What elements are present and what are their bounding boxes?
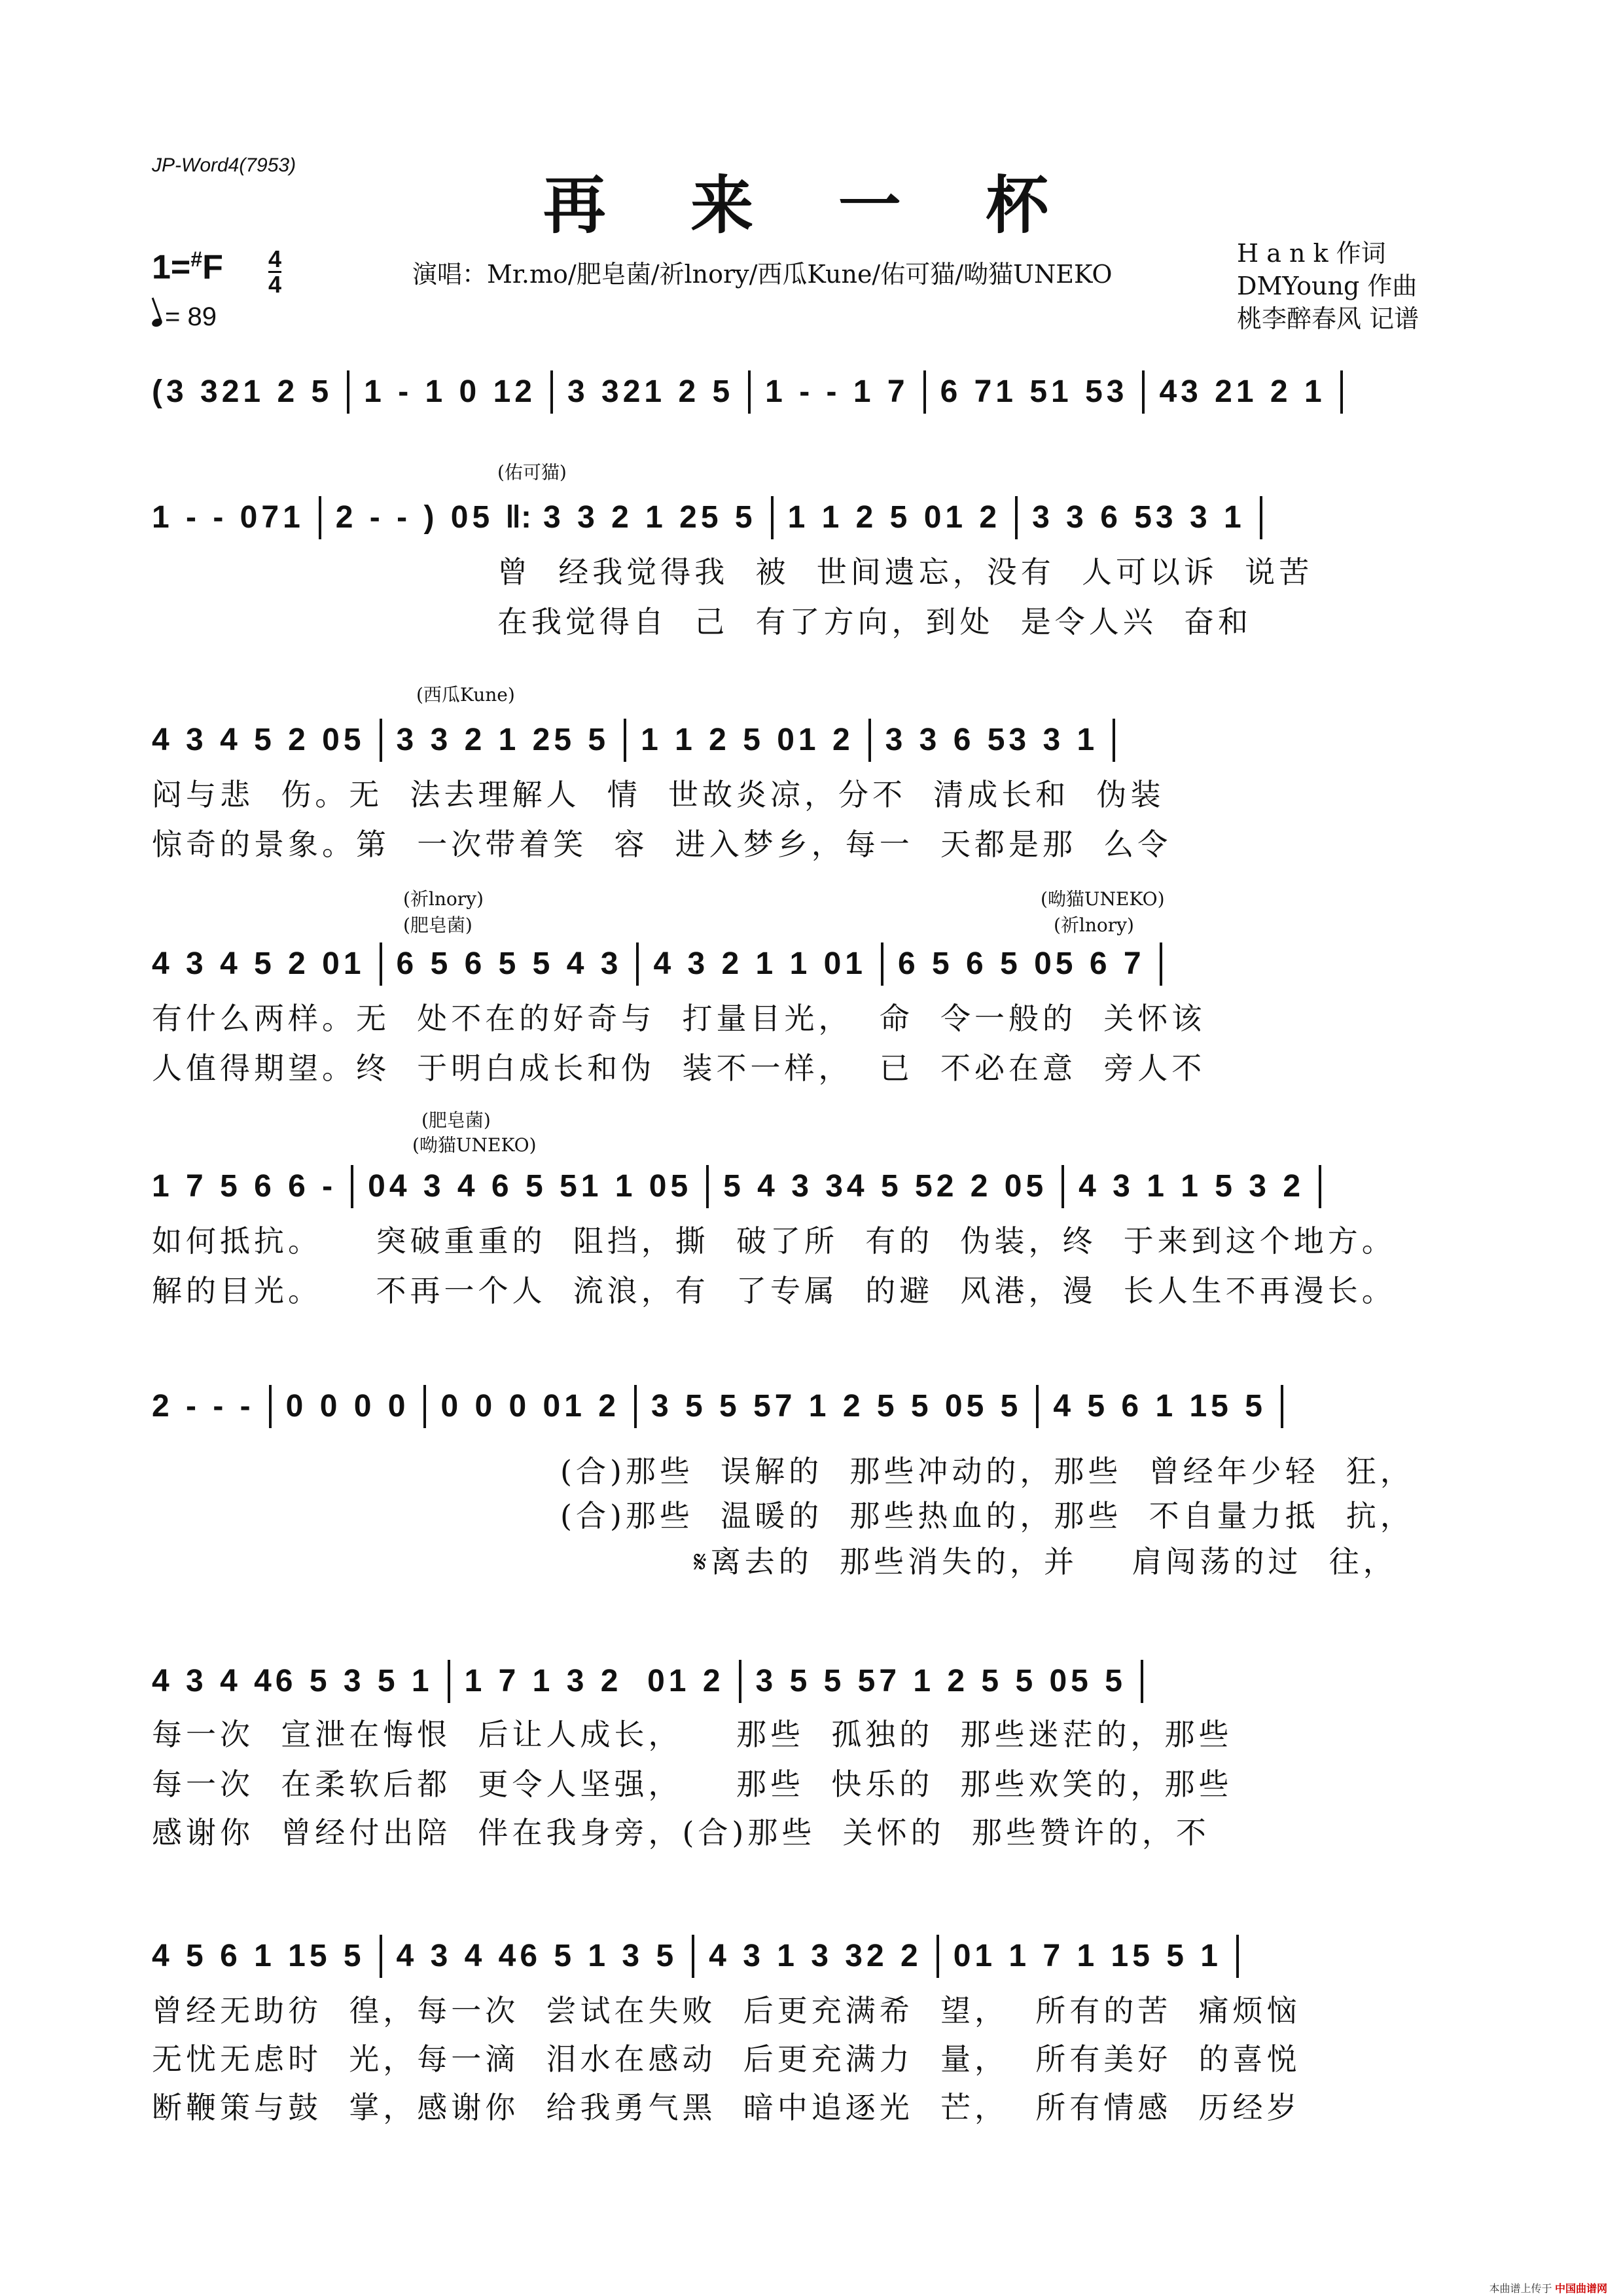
singer-label: (肥皂菌) xyxy=(403,914,473,936)
singers-line: 演唱：Mr.mo/肥皂菌/祈lnory/西瓜Kune/佑可猫/呦猫UNEKO xyxy=(412,260,1113,289)
lyric-line: 惊奇的景象。第 一次带着笑 容 进入梦乡，每一 天都是那 么令 xyxy=(152,827,1172,862)
lyric-line: 有什么两样。无 处不在的好奇与 打量目光， 命 令一般的 关怀该 xyxy=(152,1001,1206,1036)
upload-footer: 本曲谱上传于 中国曲谱网 xyxy=(1489,2284,1607,2295)
singer-label: (佑可猫) xyxy=(497,461,567,483)
singer-label: (呦猫UNEKO) xyxy=(1041,888,1165,910)
lyric-line: 每一次 宣泄在悔恨 后让人成长， 那些 孤独的 那些迷茫的，那些 xyxy=(152,1717,1233,1752)
composer-credit: DMYoung 作曲 xyxy=(1237,272,1418,300)
measure: 1 - 1 0 12 xyxy=(364,374,536,409)
lyric-line: (合)那些 温暖的 那些热血的，那些 不自量力抵 抗， xyxy=(560,1498,1414,1534)
repeat-start-sign: ‖: xyxy=(505,500,532,535)
measure: 6 5 6 5 5 4 3 xyxy=(396,946,622,981)
key-signature: 1=#F xyxy=(152,247,223,287)
notation-system-8 xyxy=(152,1931,1487,1974)
lyric-line: 感谢你 曾经付出陪 伴在我身旁，(合)那些 关怀的 那些赞许的，不 xyxy=(152,1815,1210,1850)
lyric-line: 在我觉得自 己 有了方向，到处 是令人兴 奋和 xyxy=(497,604,1252,639)
singer-label: (祈lnory) xyxy=(403,888,484,910)
measure: 1 1 2 5 01 2 xyxy=(641,723,854,757)
singer-label: (肥皂菌) xyxy=(421,1109,491,1131)
measure: 1 1 2 5 01 2 xyxy=(787,500,1001,535)
measure: 5 4 3 34 5 52 2 05 xyxy=(723,1169,1048,1204)
notation-system-2 xyxy=(152,492,1487,535)
measure: 4 5 6 1 15 5 xyxy=(152,1939,365,1973)
time-signature: 4 4 xyxy=(268,245,282,298)
tempo-marking: = 89 xyxy=(152,302,217,332)
measure: 3 3 6 53 3 1 xyxy=(885,723,1099,757)
lyricist-credit: H a n k 作词 xyxy=(1237,239,1386,268)
notation-system-6 xyxy=(152,1381,1487,1424)
measure: 0 0 0 0 xyxy=(285,1389,410,1424)
lyric-line: 𝄋离去的 那些消失的，并 肩闯荡的过 往， xyxy=(694,1544,1397,1579)
notation-system-4 xyxy=(152,939,1487,982)
measure: 4 3 4 5 2 01 xyxy=(152,946,365,981)
lyric-line: 每一次 在柔软后都 更令人坚强， 那些 快乐的 那些欢笑的，那些 xyxy=(152,1767,1233,1802)
notation-system-3 xyxy=(152,715,1487,758)
software-label: JP-Word4(7953) xyxy=(152,154,296,176)
credits xyxy=(1237,237,1419,335)
measure: 0 0 0 01 2 xyxy=(440,1389,620,1424)
measure: 1 - - 1 7 xyxy=(765,374,909,409)
measure: 4 3 2 1 1 01 xyxy=(653,946,866,981)
measure: 4 3 4 46 5 3 5 1 xyxy=(152,1664,433,1698)
measure: 1 7 5 6 6 - xyxy=(152,1169,337,1204)
lyric-line: 解的目光。 不再一个人 流浪，有 了专属 的避 风港，漫 长人生不再漫长。 xyxy=(152,1273,1396,1308)
measure: 2 - - ) 05 xyxy=(335,500,494,535)
measure: 3 3 2 1 25 5 xyxy=(396,723,610,757)
measure: 1 - - 071 xyxy=(152,500,304,535)
measure: 4 3 1 1 5 3 2 xyxy=(1079,1169,1305,1204)
lyric-line: 断鞭策与鼓 掌，感谢你 给我勇气黑 暗中追逐光 芒， 所有情感 历经岁 xyxy=(152,2090,1301,2125)
measure: 4 3 4 5 2 05 xyxy=(152,723,365,757)
quarter-note-icon xyxy=(151,317,163,329)
measure: 01 1 7 1 15 5 1 xyxy=(953,1939,1222,1973)
measure: 1 7 1 3 2 01 2 xyxy=(464,1664,724,1698)
measure: 2 - - - xyxy=(152,1389,255,1424)
measure: 4 3 1 3 32 2 xyxy=(709,1939,922,1973)
song-title: 再 来 一 杯 xyxy=(543,168,1080,242)
lyric-line: 如何抵抗。 突破重重的 阻挡，撕 破了所 有的 伪装，终 于来到这个地方。 xyxy=(152,1223,1396,1259)
measure: (3 321 2 5 xyxy=(152,374,333,409)
measure: 3 3 6 53 3 1 xyxy=(1032,500,1245,535)
singer-label: (西瓜Kune) xyxy=(416,684,515,706)
measure: 3 321 2 5 xyxy=(567,374,734,409)
measure: 3 3 2 1 25 5 xyxy=(543,500,757,535)
lyric-line: 闷与悲 伤。无 法去理解人 情 世故炎凉，分不 清成长和 伪装 xyxy=(152,777,1165,812)
measure: 6 5 6 5 05 6 7 xyxy=(897,946,1145,981)
lyric-line: 无忧无虑时 光，每一滴 泪水在感动 后更充满力 量， 所有美好 的喜悦 xyxy=(152,2041,1301,2077)
lyric-line: (合)那些 误解的 那些冲动的，那些 曾经年少轻 狂， xyxy=(560,1454,1414,1489)
notation-system-5 xyxy=(152,1161,1487,1204)
singer-label: (祈lnory) xyxy=(1054,914,1134,936)
measure: 43 21 2 1 xyxy=(1159,374,1326,409)
singer-label: (呦猫UNEKO) xyxy=(412,1134,537,1156)
transcriber-credit: 桃李醉春风 记谱 xyxy=(1237,304,1419,333)
measure: 4 3 4 46 5 1 3 5 xyxy=(396,1939,678,1973)
measure: 6 71 51 53 xyxy=(940,374,1128,409)
notation-system-7 xyxy=(152,1656,1487,1699)
lyric-line: 曾 经我觉得我 被 世间遗忘，没有 人可以诉 说苦 xyxy=(497,554,1313,590)
measure: 04 3 4 6 5 51 1 05 xyxy=(368,1169,692,1204)
measure: 3 5 5 57 1 2 5 5 05 5 xyxy=(755,1664,1126,1698)
measure: 3 5 5 57 1 2 5 5 05 5 xyxy=(651,1389,1022,1424)
lyric-line: 人值得期望。终 于明白成长和伪 装不一样， 已 不必在意 旁人不 xyxy=(152,1050,1206,1086)
measure: 4 5 6 1 15 5 xyxy=(1053,1389,1266,1424)
lyric-line: 曾经无助彷 徨，每一次 尝试在失败 后更充满希 望， 所有的苦 痛烦恼 xyxy=(152,1993,1301,2028)
notation-system-1 xyxy=(152,367,1487,410)
